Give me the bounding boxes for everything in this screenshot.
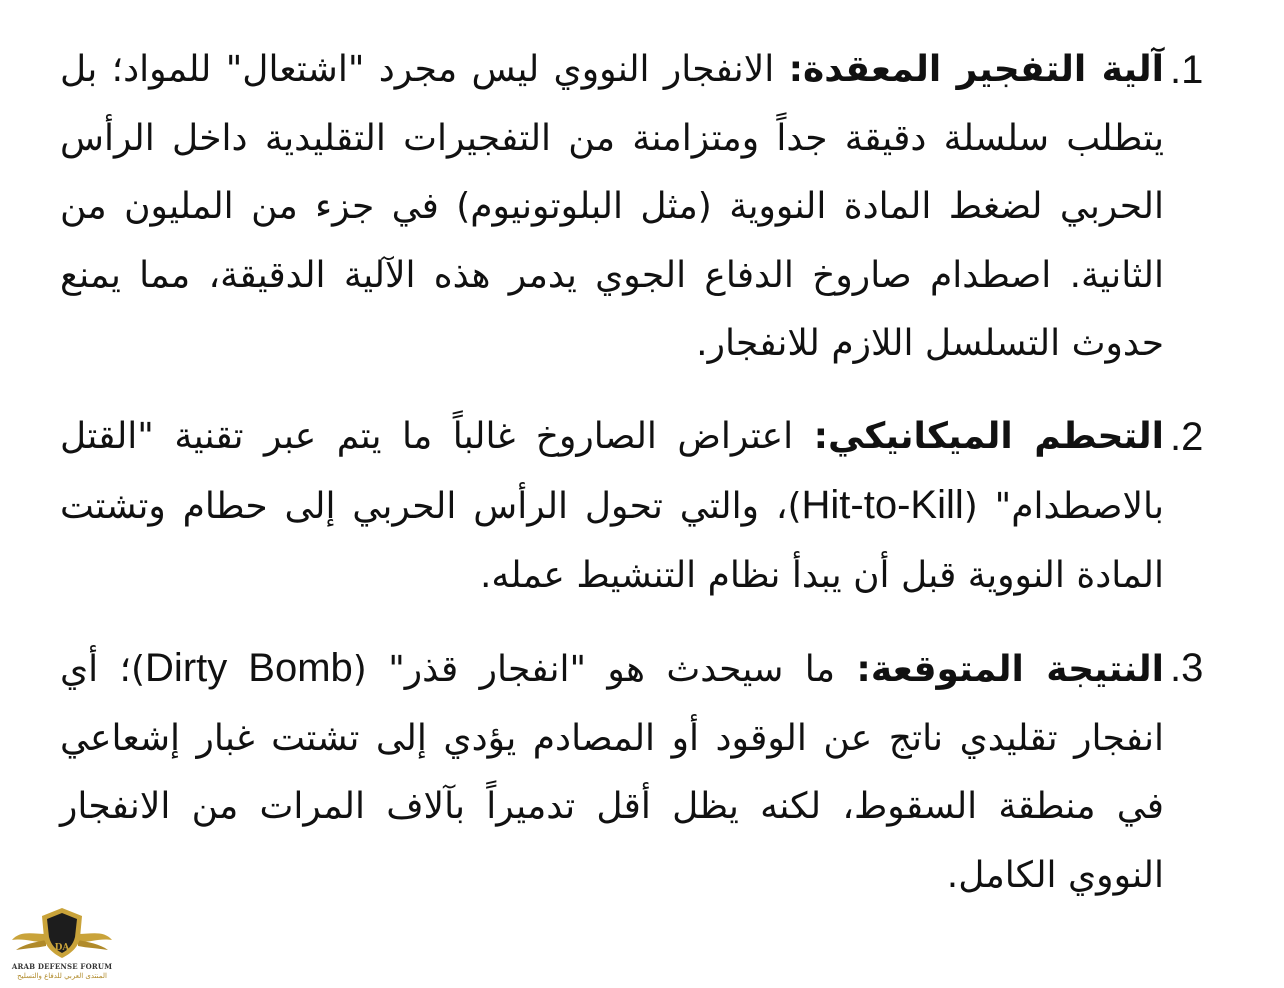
item-text: الانفجار النووي ليس مجرد "اشتعال" للمواد؛ بل يتطلب سلسلة دقيقة جداً ومتزامنة من التفجيرات التقليدية داخل الرأس الحربي لضغط المادة النووية (مثل البلوتونيوم) في جزء من المليون من الثانية. اصطدام صاروخ الدفاع الجوي يدمر هذه الآلية الدقيقة، مما يمنع حدوث التسلسل اللازم للانفجار.	[60, 49, 1164, 364]
list-item	[46, 403, 1236, 611]
item-text: ما سيحدث هو "انفجار قذر" (	[352, 649, 857, 690]
item-text: )، والتي تحول الرأس الحربي إلى حطام وتشتت المادة النووية قبل أن يبدأ نظام التنشيط عمله.	[60, 486, 1164, 596]
item-paragraph	[46, 634, 1164, 910]
item-latin-term: Dirty Bomb	[145, 646, 353, 690]
item-number: .2	[1170, 414, 1204, 459]
logo-name-ar: المنتدى العربي للدفاع والتسليح	[17, 972, 107, 980]
item-number: .3	[1170, 646, 1204, 690]
forum-logo	[10, 904, 114, 984]
list-item	[46, 634, 1236, 910]
item-latin-term: Hit-to-Kill	[801, 483, 964, 527]
logo-initials: DA	[54, 943, 70, 953]
item-heading: التحطم الميكانيكي:	[813, 415, 1165, 457]
item-paragraph	[46, 403, 1164, 611]
item-text: )؛ أي انفجار تقليدي ناتج عن الوقود أو المصادم يؤدي إلى تشتت غبار إشعاعي في منطقة السقوط، لكنه يظل أقل تدميراً بآلاف المرات من الانفجار النووي الكامل.	[60, 649, 1164, 896]
logo-name-en: ARAB DEFENSE FORUM	[11, 962, 113, 971]
item-text: اعتراض الصاروخ غالباً ما يتم عبر تقنية "القتل بالاصطدام" (	[60, 415, 1164, 527]
item-paragraph	[46, 36, 1164, 379]
list-item	[46, 36, 1236, 379]
item-heading: النتيجة المتوقعة:	[856, 649, 1164, 690]
numbered-list	[46, 36, 1236, 934]
item-heading: آلية التفجير المعقدة:	[788, 49, 1164, 90]
item-number: .1	[1170, 48, 1204, 92]
shield-wings-icon	[10, 904, 114, 962]
